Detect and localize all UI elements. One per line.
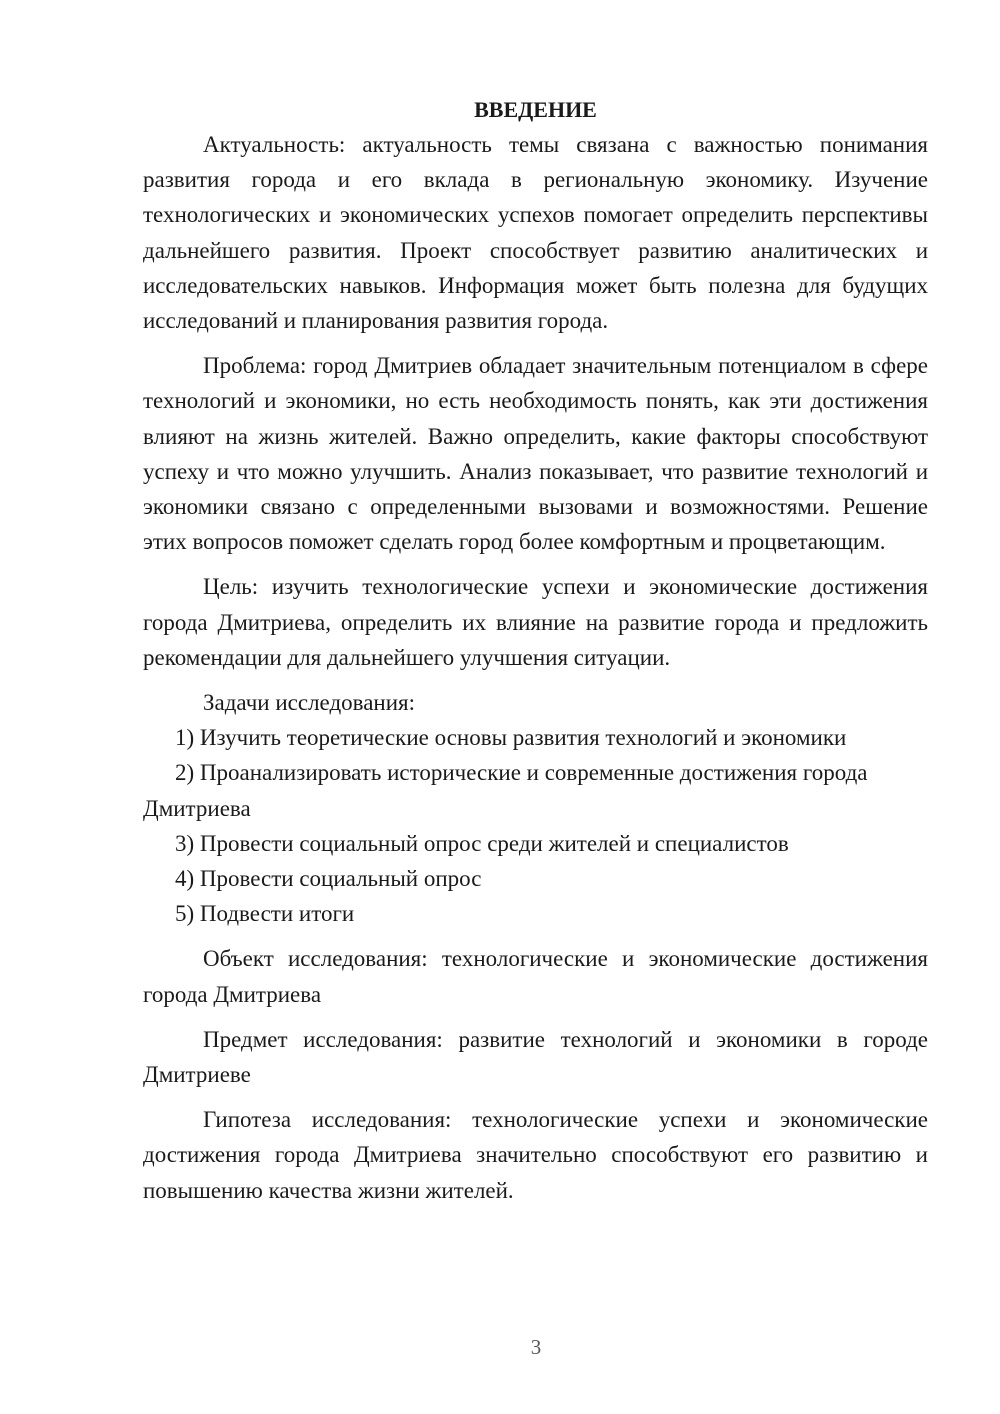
goal-paragraph: Цель: изучить технологические успехи и экономические достижения города Дмитриева, определить их влияние на развитие города и предложить рекомендации для дальнейшего улучшения ситуации. xyxy=(143,574,928,670)
task-item-2: 2) Проанализировать исторические и современные достижения города Дмитриева xyxy=(143,760,868,821)
page-content xyxy=(143,93,928,1208)
object-paragraph: Объект исследования: технологические и экономические достижения города Дмитриева xyxy=(143,946,928,1007)
hypothesis-paragraph: Гипотеза исследования: технологические успехи и экономические достижения города Дмитриева значительно способствуют его развитию и повышению качества жизни жителей. xyxy=(143,1107,928,1203)
subject-paragraph: Предмет исследования: развитие технологий и экономики в городе Дмитриеве xyxy=(143,1026,928,1088)
task-item-5: 5) Подвести итоги xyxy=(175,901,355,927)
task-item-1: 1) Изучить теоретические основы развития технологий и экономики xyxy=(175,725,847,751)
relevance-paragraph: Актуальность: актуальность темы связана с важностью понимания развития города и его вклада в региональную экономику. Изучение технологических и экономических успехов помогает определить перспективы дальнейшего развития. Проект способствует развитию аналитических и исследовательских навыков. Информация может быть полезна для будущих исследований и планирования развития города. xyxy=(143,132,928,334)
page-title: ВВЕДЕНИЕ xyxy=(474,97,597,122)
task-item-3: 3) Провести социальный опрос среди жителей и специалистов xyxy=(175,830,789,856)
task-item-4: 4) Провести социальный опрос xyxy=(175,866,482,892)
tasks-heading: Задачи исследования: xyxy=(203,690,416,716)
problem-paragraph: Проблема: город Дмитриев обладает значительным потенциалом в сфере технологий и экономики, но есть необходимость понять, как эти достижения влияют на жизнь жителей. Важно определить, какие факторы способствуют успеху и что можно улучшить. Анализ показывает, что развитие технологий и экономики связано с определенными вызовами и возможностями. Решение этих вопросов поможет сделать город более комфортным и процветающим. xyxy=(143,353,928,555)
page-number: 3 xyxy=(530,1335,542,1359)
